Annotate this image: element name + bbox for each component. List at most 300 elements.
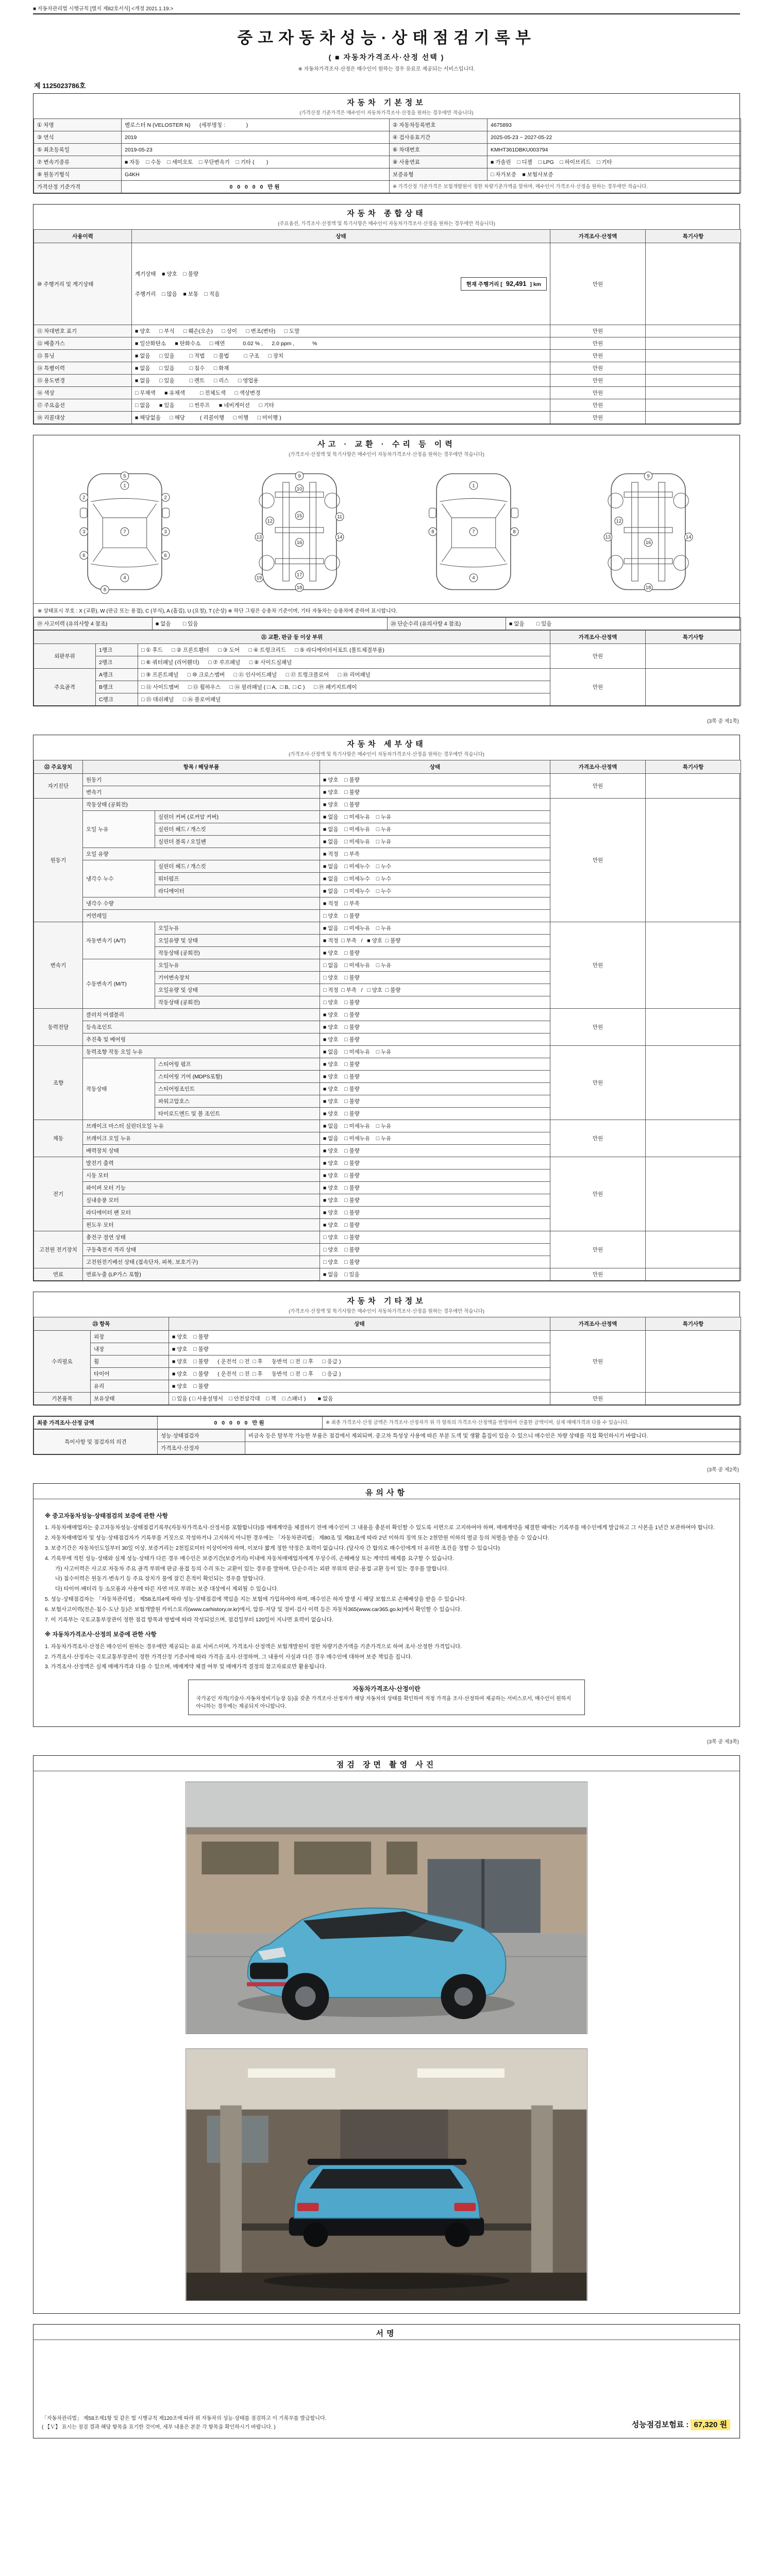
- column-header: 가격조사·산정액: [550, 631, 646, 644]
- cell: 외장: [91, 1331, 169, 1343]
- cell: ⑪ 차대번호 표기: [34, 325, 132, 337]
- notice-paragraph: 4. 기록부에 적힌 성능·상태와 실제 성능·상태가 다른 경우 매수인은 보증기간(보증거리) 이내에 자동차매매업자에게 무상수리, 손해배상 또는 계약의 해제를 요구할 수 있습니다.: [45, 1555, 455, 1562]
- page-title: 중고자동차성능·상태점검기록부: [237, 29, 536, 47]
- svg-text:12: 12: [616, 518, 621, 524]
- svg-text:17: 17: [296, 572, 302, 578]
- section-note: (가격조사·산정액 및 특기사항은 매수인이 자동차가격조사·산정을 원하는 경우에만 적습니다): [289, 1309, 484, 1314]
- table-row: [34, 1393, 741, 1405]
- notice-heading: ※ 자동차가격조사·산정의 보증에 관한 사항: [45, 1632, 157, 1638]
- cell: [646, 922, 741, 1009]
- status-cell: ■ 양호 □ 불량: [320, 1108, 550, 1120]
- status-cell: ■ 양호 □ 불량: [320, 1145, 550, 1157]
- engine-type-value: G4KH: [122, 168, 390, 181]
- cell: ⑰ 주요옵션: [34, 399, 132, 412]
- cell: [646, 644, 741, 669]
- table-row: [34, 350, 741, 362]
- cell: 내장: [91, 1343, 169, 1355]
- base-price-label: 가격산정 기준가격: [34, 181, 122, 193]
- device-label: 전기: [34, 1157, 83, 1231]
- cell: 고전원전기배선 상태 (접속단자, 피복, 보호기구): [83, 1256, 320, 1268]
- price-cell: 만원: [550, 412, 646, 424]
- status-cell: ■ 양호 □ 불량: [320, 1095, 550, 1108]
- column-header: 가격조사·산정액: [550, 760, 646, 774]
- final-price-note: ※ 최종 가격조사·산정 금액은 가격조사·산정자가 위 각 항목의 가격조사·산정액을 반영하여 산출한 금액이며, 실제 매매가격과 다를 수 있습니다.: [323, 1417, 741, 1429]
- notice-paragraph: 가) 사고이력은 사고로 자동차 주요 골격 부위에 판금·용접 등의 수리 또는 교환이 있는 경우를 말하며, 단순수리는 외판 부위의 판금·용접·교환 등이 있는 경우를 말합니다.: [55, 1565, 449, 1572]
- section-note: (가격산정 기준가격은 매수인이 자동차가격조사·산정을 원하는 경우에만 적습니다): [299, 110, 474, 116]
- status-cell: ■ 양호 □ 불량: [169, 1380, 550, 1393]
- cell: 오일누유: [155, 959, 320, 972]
- page-subtitle-note: ※ 자동차가격조사·산정은 매수인이 원하는 경우 유료로 제공되는 서비스입니다.: [298, 66, 475, 72]
- final-price-label: 최종 가격조사·산정 금액: [34, 1417, 158, 1429]
- section-overall-condition: [33, 204, 740, 425]
- table-header-row: [34, 631, 741, 644]
- cell: 휠: [91, 1355, 169, 1368]
- notice-paragraph: 3. 가격조사·산정액은 실제 매매가격과 다를 수 있으며, 매매계약 체결 여부 및 매매가격 결정의 참고자료로만 활용됩니다.: [45, 1664, 326, 1670]
- column-header: 특기사항: [646, 760, 741, 774]
- detailed-condition-table: [33, 760, 741, 1281]
- section-accident-history: [33, 435, 740, 706]
- cell: 동력조향 작동 오일 누유: [83, 1046, 320, 1058]
- distance-status-checkboxes: 주행거리 □ 많음 ■ 보통 □ 적음: [135, 291, 220, 297]
- status-cell: □ 있음 ( □ 사용설명서 □ 안전삼각대 □ 잭 □ 스패너 ) ■ 없음: [169, 1393, 550, 1405]
- svg-text:11: 11: [337, 514, 342, 519]
- notice-paragraph: 1. 자동차가격조사·산정은 매수인이 원하는 경우에만 제공되는 유료 서비스이며, 가격조사·산정액은 보험개발원이 정한 차량기준가액을 기준가격으로 하여 조사·산정한 가격입니다.: [45, 1643, 462, 1650]
- cell: 윈도우 모터: [83, 1219, 320, 1231]
- price-cell: 만원: [550, 644, 646, 669]
- svg-text:16: 16: [296, 539, 302, 545]
- cell: 실린더 헤드 / 개스킷: [155, 860, 320, 873]
- damage-code-legend: ※ 상태표시 부호 : X (교환), W (판금 또는 용접), C (부식), A (흠집), U (요철), T (손상) ※ 하단 그림은 승용차 기준이며, 기타 자동차는 승용차에 준하여 표시합니다.: [33, 604, 740, 617]
- cell: 타이로드엔드 및 볼 조인트: [155, 1108, 320, 1120]
- cell: 실내송풍 모터: [83, 1194, 320, 1207]
- table-row: [34, 1046, 741, 1058]
- price-cell: 만원: [550, 799, 646, 922]
- svg-text:4: 4: [472, 575, 475, 581]
- column-header: 상태: [169, 1317, 550, 1331]
- cell: 실린더 헤드 / 개스킷: [155, 823, 320, 836]
- cell: 작동상태: [83, 1058, 155, 1120]
- column-header: 사용이력: [34, 230, 132, 243]
- price-cell: 만원: [550, 669, 646, 706]
- form-reference-text: ■ 자동차관리법 시행규칙 [별지 제82호서식] <개정 2021.1.19.>: [33, 6, 174, 12]
- cell: ⑯ 색상: [34, 387, 132, 399]
- device-label: 주요골격: [34, 669, 96, 706]
- price-cell: 만원: [550, 1231, 646, 1268]
- cell: 2랭크: [96, 656, 138, 669]
- status-cell: ■ 양호 □ 불량: [320, 1083, 550, 1095]
- status-cell: ■ 없음 □ 미세누유 □ 누유: [320, 836, 550, 848]
- signature-legal-lines: [42, 2414, 326, 2432]
- price-cell: 만원: [550, 922, 646, 1009]
- cell: 오일유량 및 상태: [155, 935, 320, 947]
- form-reference-bar: [33, 4, 740, 14]
- definition-box-title: 자동차가격조사·산정이란: [352, 1685, 421, 1693]
- status-cell: ■ 양호 □ 불량: [320, 1182, 550, 1194]
- table-row: [34, 644, 741, 656]
- price-cell: 만원: [550, 1120, 646, 1157]
- gauge-status-checkboxes: 계기상태 ■ 양호 □ 불량: [135, 271, 199, 277]
- svg-text:2: 2: [164, 495, 167, 500]
- status-cell: ■ 양호 □ 불량: [320, 1219, 550, 1231]
- table-row: [34, 1009, 741, 1021]
- section-title: 사고 · 교환 · 수리 등 이력: [317, 440, 456, 449]
- svg-text:9: 9: [298, 473, 301, 479]
- section-detailed-condition: [33, 735, 740, 1281]
- cell: 등속조인트: [83, 1021, 320, 1033]
- status-cell: ■ 양호 □ 불량: [169, 1343, 550, 1355]
- section-title: 자동차 종합상태: [347, 209, 426, 218]
- cell: 작동상태 (공회전): [155, 947, 320, 959]
- inspector-opinion-table: [33, 1429, 741, 1454]
- status-cell: ■ 양호 □ 불량: [320, 1071, 550, 1083]
- status-cell: ■ 양호 □ 불량: [320, 1058, 550, 1071]
- table-header-row: [34, 230, 741, 243]
- status-cell: ■ 적정 □ 부족: [320, 897, 550, 910]
- inspector-row-label: 성능·상태점검자: [158, 1430, 245, 1442]
- status-cell: ■ 없음 □ 미세누수 □ 누수: [320, 873, 550, 885]
- svg-text:13: 13: [605, 534, 611, 540]
- status-cell: ■ 없음 □ 미세누수 □ 누수: [320, 885, 550, 897]
- price-cell: 만원: [550, 1331, 646, 1393]
- status-cell: ■ 양호 □ 불량: [320, 1009, 550, 1021]
- price-appraisal-definition-box: [188, 1680, 584, 1715]
- table-row: [34, 1430, 741, 1442]
- price-cell: 만원: [550, 362, 646, 375]
- appraiser-opinion-text: [245, 1442, 741, 1454]
- section-inspection-photos: [33, 1755, 740, 2314]
- section-basic-info: [33, 93, 740, 194]
- status-cell: □ 무채색 ■ 유채색 □ 전체도색 □ 색상변경: [132, 387, 550, 399]
- base-price-value: 0 0 0 0 0 만원: [122, 181, 390, 193]
- price-cell: 만원: [550, 337, 646, 350]
- svg-text:19: 19: [256, 575, 262, 581]
- price-cell: 만원: [550, 350, 646, 362]
- svg-text:5: 5: [123, 473, 126, 479]
- table-row: [34, 618, 741, 630]
- status-cell: ■ 양호 □ 불량: [320, 1170, 550, 1182]
- svg-text:4: 4: [123, 575, 126, 581]
- svg-text:8: 8: [513, 529, 516, 535]
- first-registration-date-value: 2019-05-23: [122, 144, 390, 156]
- table-row: [34, 325, 741, 337]
- table-row: [34, 337, 741, 350]
- cell: [646, 325, 741, 337]
- table-row: [34, 399, 741, 412]
- status-cell: □ 양호 □ 불량: [320, 972, 550, 984]
- cell: [646, 1120, 741, 1157]
- cell: 브레이크 마스터 실린더오일 누유: [83, 1120, 320, 1132]
- cell: 커먼레일: [83, 910, 320, 922]
- current-mileage-value: 92,491: [506, 280, 527, 287]
- current-mileage-unit: ] km: [530, 281, 541, 287]
- table-row: [34, 181, 741, 193]
- price-cell: 만원: [550, 375, 646, 387]
- notice-paragraph: 3. 보증기간은 자동차인도일부터 30일 이상, 보증거리는 2천킬로미터 이상이어야 하며, 이보다 짧게 정한 약정은 효력이 없습니다. (당사자 간 합의로 매수인에게 더 유리한 조건을 정할 수 있습니다): [45, 1545, 500, 1551]
- signature-legal-line-2: ( 【Ｖ】 표시는 점검 결과 해당 항목을 표기한 것이며, 세부 내용은 본문 각 항목을 확인하시기 바랍니다. ): [42, 2425, 276, 2431]
- cell: 워터펌프: [155, 873, 320, 885]
- status-cell: □ 양호 □ 불량: [320, 1256, 550, 1268]
- column-header: 항목 / 해당부품: [83, 760, 320, 774]
- cell: 보유상태: [91, 1393, 169, 1405]
- status-cell: ■ 해당없음 □ 해당 ( 리콜이행 □ 이행 □ 미이행 ): [132, 412, 550, 424]
- cell: [646, 412, 741, 424]
- vin-value: KMHT361DBKU003794: [488, 144, 741, 156]
- status-cell: ■ 없음 □ 있음 □ 침수 □ 화재: [132, 362, 550, 375]
- section-note: (가격조사·산정액 및 특기사항은 매수인이 자동차가격조사·산정을 원하는 경우에만 적습니다): [289, 752, 484, 757]
- status-cell: ■ 양호 □ 불량: [320, 947, 550, 959]
- column-header: ㉑ 교환, 판금 등 이상 부위: [34, 631, 550, 644]
- status-cell: ■ 없음 □ 있음: [320, 1268, 550, 1281]
- device-label: 수리필요: [34, 1331, 91, 1393]
- accident-history-checkboxes: ■ 없음 □ 있음: [153, 618, 388, 630]
- cell: 작동상태 (공회전): [83, 799, 320, 811]
- cell: 냉각수 누수: [83, 860, 155, 897]
- column-header: 특기사항: [646, 1317, 741, 1331]
- price-cell: 만원: [550, 1157, 646, 1231]
- status-cell: □ 양호 □ 불량: [320, 1231, 550, 1244]
- device-label: 동력전달: [34, 1009, 83, 1046]
- base-price-note: ※ 가격산정 기준가격은 보험개발원이 정한 차량기준가액을 말하며, 매수인이 가격조사·산정을 원하는 경우에만 적습니다.: [390, 181, 741, 193]
- cell: 원동기: [83, 774, 320, 786]
- cell: 실린더 커버 (로커암 커버): [155, 811, 320, 823]
- insurance-fee-label: 성능점검보험료 :: [631, 2420, 689, 2430]
- status-cell: ■ 양호 □ 불량: [320, 1207, 550, 1219]
- note-cell: [646, 243, 741, 325]
- status-cell: ■ 양호 □ 불량 ( 운전석 □ 전 □ 후 동반석 □ 전 □ 후 □ 응급 ): [169, 1368, 550, 1380]
- notice-paragraph: 5. 성능·상태점검자는 「자동차관리법」 제58조의4에 따라 성능·상태점검에 책임을 지는 보험에 가입하여야 하며, 매수인은 하자 발생 시 해당 보험으로 손해배상을 받을 수 있습니다.: [45, 1596, 467, 1602]
- cell: [646, 362, 741, 375]
- svg-text:10: 10: [296, 486, 302, 492]
- page-subtitle: ( ■ 자동차가격조사·산정 선택 ): [328, 53, 445, 61]
- cell: 충전구 절연 상태: [83, 1231, 320, 1244]
- status-cell: ■ 양호 □ 불량: [320, 1194, 550, 1207]
- car-diagram-exterior-rear: [419, 467, 528, 596]
- status-cell: ■ 없음 □ 미세누유 □ 누유: [320, 922, 550, 935]
- cell: ⑬ 튜닝: [34, 350, 132, 362]
- device-label: 변속기: [34, 922, 83, 1009]
- fuel-type-checkboxes: ■ 가솔린 □ 디젤 □ LPG □ 하이브리드 □ 기타: [488, 156, 741, 168]
- svg-text:9: 9: [647, 473, 650, 479]
- vehicle-name-value: 벨로스터 N (VELOSTER N) (세부명칭 : ): [122, 119, 390, 131]
- cell: [646, 387, 741, 399]
- column-header: 상태: [132, 230, 550, 243]
- cell: 클러치 어셈블리: [83, 1009, 320, 1021]
- cell: 연료누출 (LP가스 포함): [83, 1268, 320, 1281]
- svg-text:16: 16: [645, 539, 651, 545]
- price-cell: 만원: [550, 1009, 646, 1046]
- column-header: 특기사항: [646, 631, 741, 644]
- cell: ⑭ 특별이력: [34, 362, 132, 375]
- cell: 기어변속장치: [155, 972, 320, 984]
- notice-paragraph: 6. 보험사고이력(전손·침수·도난 등)은 보험개발원 카히스토리(www.carhistory.or.kr)에서, 압류·저당 및 정비·검사 이력 등은 자동차365(www.car365.go.kr)에서 확인할 수 있습니다.: [45, 1606, 462, 1613]
- cell: 라디에이터 팬 모터: [83, 1207, 320, 1219]
- cell: [646, 1009, 741, 1046]
- field-label: ④ 검사유효기간: [390, 131, 488, 144]
- price-cell: 만원: [550, 1393, 646, 1405]
- signature-legal-line-1: 「자동차관리법」 제58조제1항 및 같은 법 시행규칙 제120조에 따라 위 자동차의 성능·상태를 점검하고 이 기록부를 발급합니다.: [42, 2416, 327, 2422]
- svg-text:7: 7: [123, 529, 126, 535]
- section-note: (주요옵션, 가격조사·산정액 및 특기사항은 매수인이 자동차가격조사·산정을 원하는 경우에만 적습니다): [278, 221, 495, 227]
- field-label: ⑥ 차대번호: [390, 144, 488, 156]
- svg-text:12: 12: [267, 518, 273, 524]
- svg-text:8: 8: [431, 529, 434, 535]
- table-row: [34, 243, 741, 325]
- opinion-label: 특이사항 및 점검자의 의견: [34, 1430, 158, 1454]
- section-title: 자동차 기본정보: [347, 98, 426, 107]
- accident-history-table: [33, 617, 741, 630]
- table-row: [34, 362, 741, 375]
- table-row: [34, 1120, 741, 1132]
- field-label: ③ 연식: [34, 131, 122, 144]
- current-mileage-label: 현재 주행거리 [: [466, 281, 502, 287]
- column-header: ㉒ 주요장치: [34, 760, 83, 774]
- cell: 파워고압호스: [155, 1095, 320, 1108]
- price-cell: 만원: [550, 243, 646, 325]
- simple-repair-checkboxes: ■ 없음 □ 있음: [506, 618, 741, 630]
- svg-text:18: 18: [645, 585, 651, 590]
- cell: 변속기: [83, 786, 320, 799]
- section-title: 점검 장면 촬영 사진: [33, 1756, 740, 1771]
- device-label: 제동: [34, 1120, 83, 1157]
- field-label: ① 차명: [34, 119, 122, 131]
- notice-body: [33, 1499, 740, 1726]
- device-label: 고전원 전기장치: [34, 1231, 83, 1268]
- etc-info-table: [33, 1317, 741, 1405]
- current-mileage-box: [461, 277, 547, 291]
- cell: 라디에이터: [155, 885, 320, 897]
- svg-text:14: 14: [685, 534, 692, 540]
- svg-text:6: 6: [164, 552, 167, 558]
- svg-text:13: 13: [256, 534, 262, 540]
- svg-text:18: 18: [296, 585, 302, 590]
- inspection-insurance-fee: [632, 2419, 730, 2430]
- photos-container: [33, 1771, 740, 2313]
- cell: [646, 1268, 741, 1281]
- cell: [646, 350, 741, 362]
- cell: 구동축전지 격리 상태: [83, 1244, 320, 1256]
- cell: [646, 1046, 741, 1120]
- cell: 실린더 블록 / 오일팬: [155, 836, 320, 848]
- cell: 1랭크: [96, 644, 138, 656]
- cell: [646, 1331, 741, 1393]
- table-header-row: [34, 1317, 741, 1331]
- cell: 추진축 및 베어링: [83, 1033, 320, 1046]
- field-label: ⑨ 원동기형식: [34, 168, 122, 181]
- cell: [646, 1393, 741, 1405]
- price-cell: 만원: [550, 399, 646, 412]
- cell: 스티어링 펌프: [155, 1058, 320, 1071]
- notice-paragraph: 다) 타이어·배터리 등 소모품과 사용에 따른 자연 마모 부위는 보증 대상에서 제외될 수 있습니다.: [55, 1586, 279, 1592]
- status-cell: ■ 적정 □ 부족: [320, 848, 550, 860]
- cell: □ ① 후드 □ ② 프론트휀더 □ ③ 도어 □ ④ 트렁크리드 □ ⑤ 라디에이터서포트 (볼트체결부품): [138, 644, 550, 656]
- final-price-amount: 0 0 0 0 0 만원: [158, 1417, 323, 1429]
- table-row: [34, 1157, 741, 1170]
- svg-text:7: 7: [472, 529, 475, 535]
- status-cell: ■ 적정 □ 부족 / ■ 양호 □ 불량: [320, 935, 550, 947]
- svg-text:3: 3: [164, 529, 167, 535]
- column-header: 특기사항: [646, 230, 741, 243]
- section-title: 서명: [33, 2325, 740, 2340]
- status-cell: □ 없음 ■ 있음 □ 썬루프 ■ 네비게이션 □ 기타: [132, 399, 550, 412]
- column-header: 상태: [320, 760, 550, 774]
- inspector-opinion-text: 비금속 등은 탈부착 가능한 부품은 점검에서 제외되며, 중고차 특성상 사용에 따른 부분 도색 및 생활 흠집이 있을 수 있으니 매수인은 차량 상태를 직접 확인하시기 바랍니다.: [245, 1430, 741, 1442]
- status-cell: ■ 양호 □ 불량: [169, 1331, 550, 1343]
- status-cell: ■ 양호 □ 불량: [320, 1021, 550, 1033]
- car-diagram-underbody: [245, 467, 354, 596]
- svg-text:15: 15: [296, 513, 302, 518]
- cell: B랭크: [96, 681, 138, 693]
- document-number: 제 1125023786호: [34, 82, 86, 90]
- status-cell: □ 없음 □ 미세누유 □ 누유: [320, 959, 550, 972]
- cell: C랭크: [96, 693, 138, 706]
- section-title: 유의사항: [33, 1484, 740, 1499]
- status-cell: ■ 양호 □ 불량: [320, 1033, 550, 1046]
- page-marker: (3쪽 중 제1쪽): [707, 719, 739, 724]
- notice-paragraph: 2. 자동차매매업자 및 성능·상태점검자가 기록부를 거짓으로 작성하거나 고지하지 아니한 경우에는 「자동차관리법」 제80조 및 제81조에 따라 2년 이하의 징역 또는 2천만원 이하의 벌금 등의 처벌을 받을 수 있습니다.: [45, 1535, 549, 1541]
- section-title: 자동차 세부상태: [347, 740, 426, 749]
- cell: 수동변속기 (M/T): [83, 959, 155, 1009]
- cell: [646, 669, 741, 706]
- svg-text:2: 2: [82, 495, 86, 500]
- section-notice: [33, 1483, 740, 1727]
- cell: □ ⑮ 대쉬패널 □ ⑯ 플로어패널: [138, 693, 550, 706]
- svg-text:6: 6: [82, 552, 86, 558]
- notice-paragraph: 7. 이 기록부는 국토교통부장관이 정한 점검 항목과 방법에 따라 작성되었으며, 점검일부터 120일이 지나면 효력이 없습니다.: [45, 1616, 333, 1623]
- cell: 발전기 출력: [83, 1157, 320, 1170]
- cell: 오일 유량: [83, 848, 320, 860]
- table-row: [34, 168, 741, 181]
- section-note: (가격조사·산정액 및 특기사항은 매수인이 자동차가격조사·산정을 원하는 경우에만 적습니다): [289, 452, 484, 457]
- cell: 배력장치 상태: [83, 1145, 320, 1157]
- status-cell: ■ 없음 □ 미세누유 □ 누유: [320, 1046, 550, 1058]
- cell: 타이어: [91, 1368, 169, 1380]
- svg-text:1: 1: [123, 483, 126, 488]
- svg-text:1: 1: [472, 483, 475, 488]
- cell: 와이퍼 모터 기능: [83, 1182, 320, 1194]
- table-row: [34, 1231, 741, 1244]
- cell: A랭크: [96, 669, 138, 681]
- table-row: [34, 922, 741, 935]
- table-row: [34, 387, 741, 399]
- status-cell: ■ 양호 □ 불량: [320, 774, 550, 786]
- cell: 오일 누유: [83, 811, 155, 848]
- field-label: ⑧ 사용연료: [390, 156, 488, 168]
- section-title: 자동차 기타정보: [347, 1297, 426, 1306]
- table-row: [34, 119, 741, 131]
- cell: 스티어링 기어 (MDPS포함): [155, 1071, 320, 1083]
- device-label: 조향: [34, 1046, 83, 1120]
- car-diagram-exterior: [71, 467, 179, 596]
- basic-info-table: [33, 118, 741, 193]
- table-row: [34, 375, 741, 387]
- price-cell: 만원: [550, 387, 646, 399]
- column-header: 가격조사·산정액: [550, 230, 646, 243]
- status-cell: ■ 없음 □ 미세누유 □ 누유: [320, 1120, 550, 1132]
- document-sheet: [33, 0, 740, 2438]
- cell: □ ⑫ 사이드멤버 □ ⑬ 휠하우스 □ ⑭ 필러패널 ( □ A, □ B, □ C ) □ ⑲ 패키지트레이: [138, 681, 550, 693]
- cell: [646, 337, 741, 350]
- status-cell: ■ 없음 □ 미세누유 □ 누유: [320, 811, 550, 823]
- field-label: ② 자동차등록번호: [390, 119, 488, 131]
- cell: □ ⑨ 프론트패널 □ ⑩ 크로스멤버 □ ⑪ 인사이드패널 □ ⑰ 트렁크플로어 □ ⑱ 리어패널: [138, 669, 550, 681]
- cell: [646, 1157, 741, 1231]
- table-row: [34, 131, 741, 144]
- status-cell: ■ 양호 □ 불량: [320, 786, 550, 799]
- definition-box-text: 국가공인 자격(기술사·자동차정비기능장 등)을 갖춘 가격조사·산정자가 해당 자동차의 상태를 확인하여 적정 가격을 조사·산정하여 제공하는 서비스로서, 매수인이 원하지 아니하는 경우에는 제공되지 아니합니다.: [196, 1696, 572, 1710]
- cell: 냉각수 수량: [83, 897, 320, 910]
- registration-number-value: 4675893: [488, 119, 741, 131]
- insurance-fee-amount: 67,320 원: [691, 2419, 730, 2430]
